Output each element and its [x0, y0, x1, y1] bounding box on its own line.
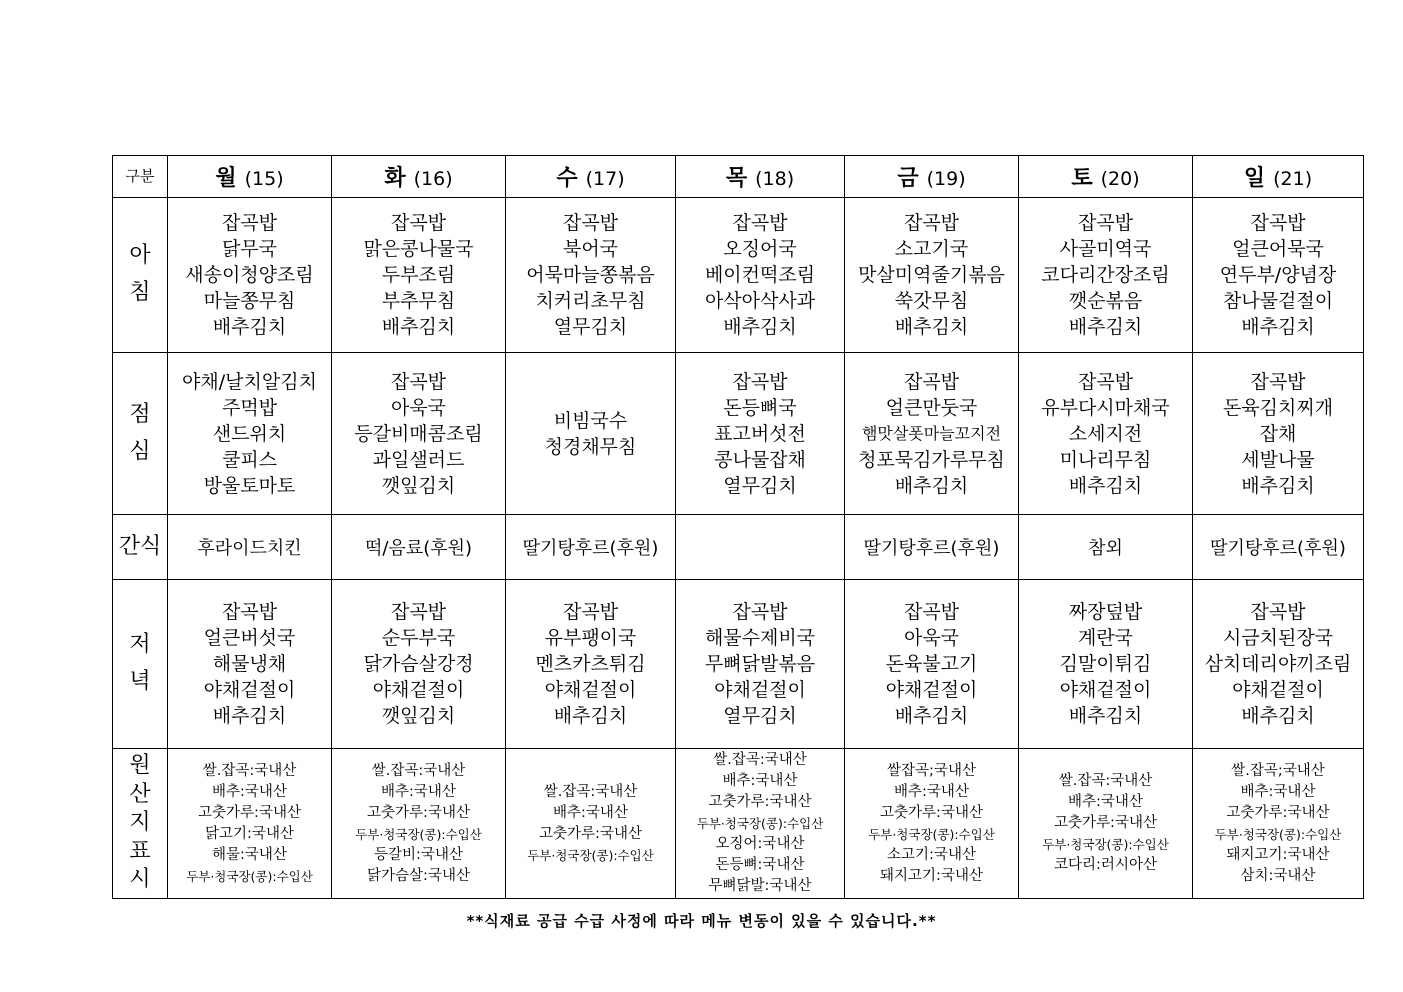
menu-item: 돈육불고기 — [885, 653, 978, 675]
menu-item: 부추무침 — [381, 290, 456, 312]
day-name: 일 — [1243, 166, 1266, 191]
snack-cell: 참외 — [1019, 515, 1193, 580]
menu-item: 잡곡밥 — [390, 370, 447, 393]
day-date: (17) — [585, 168, 625, 190]
menu-item: 얼큰버섯국 — [203, 627, 296, 649]
origin-line: 쌀잡곡;국내산 — [887, 762, 976, 779]
lunch-cell — [1019, 353, 1193, 515]
menu-item: 짜장덮밥 — [1068, 601, 1143, 623]
day-header — [332, 156, 506, 198]
origin-row — [113, 749, 1364, 899]
menu-item: 콩나물잡채 — [714, 448, 806, 471]
menu-item: 시금치된장국 — [1222, 627, 1334, 649]
lunch-cell — [845, 353, 1019, 515]
menu-item: 방울토마토 — [203, 474, 296, 497]
menu-item: 배추김치 — [1068, 474, 1143, 497]
menu-item: 잡곡밥 — [1077, 370, 1134, 393]
menu-item: 삼치데리야끼조림 — [1204, 653, 1352, 675]
menu-item: 잡곡밥 — [903, 212, 960, 234]
origin-cell — [332, 749, 506, 899]
menu-item: 사골미역국 — [1059, 238, 1152, 260]
day-header — [845, 156, 1019, 198]
origin-line: 등갈비:국내산 — [374, 846, 463, 863]
origin-line: 돼지고기:국내산 — [1226, 846, 1330, 863]
menu-item: 맑은콩나물국 — [363, 238, 474, 260]
origin-cell — [845, 749, 1019, 899]
menu-item: 잡곡밥 — [732, 212, 788, 234]
lunch-cell — [676, 353, 845, 515]
menu-item: 야채겉절이 — [714, 679, 806, 701]
menu-item: 열무김치 — [723, 474, 797, 497]
menu-item: 청포묵김가루무침 — [858, 448, 1005, 471]
menu-item: 소세지전 — [1068, 422, 1143, 445]
label-char: 저 — [129, 632, 151, 658]
menu-item: 얼큰어묵국 — [1232, 238, 1324, 260]
menu-item: 새송이청양조림 — [185, 264, 314, 286]
origin-line: 해물:국내산 — [212, 846, 287, 863]
menu-item: 과일샐러드 — [372, 448, 465, 471]
label-char: 표 — [129, 838, 151, 864]
breakfast-cell — [168, 198, 332, 353]
day-header — [506, 156, 676, 198]
origin-line: 두부·청국장(콩):수입산 — [868, 826, 995, 842]
footer-notice: **식재료 공급 수급 사정에 따라 메뉴 변동이 있을 수 있습니다.** — [466, 912, 937, 930]
origin-line: 배추:국내산 — [894, 783, 969, 800]
breakfast-cell — [506, 198, 676, 353]
origin-line: 닭가슴살:국내산 — [367, 867, 470, 884]
lunch-label — [113, 353, 168, 515]
day-name: 화 — [384, 166, 406, 191]
day-name: 토 — [1071, 166, 1093, 191]
menu-item: 마늘쫑무침 — [203, 290, 296, 312]
origin-line: 두부·청국장(콩):수입산 — [1214, 826, 1342, 842]
breakfast-cell — [332, 198, 506, 353]
menu-item: 열무김치 — [553, 316, 628, 338]
menu-item: 아욱국 — [903, 627, 960, 649]
menu-item: 잡채 — [1259, 422, 1297, 445]
menu-item: 표고버섯전 — [714, 422, 806, 445]
dinner-cell — [676, 580, 845, 749]
menu-item: 무뼈닭발볶음 — [704, 653, 816, 675]
menu-item: 야채겉절이 — [203, 679, 296, 701]
menu-item: 맛살미역줄기볶음 — [858, 264, 1005, 286]
origin-cell — [168, 749, 332, 899]
menu-item: 잡곡밥 — [221, 601, 278, 623]
origin-line: 오징어:국내산 — [715, 836, 805, 852]
menu-item: 배추김치 — [1241, 474, 1315, 497]
dinner-cell — [168, 580, 332, 749]
lunch-cell — [168, 353, 332, 515]
label-char: 산 — [129, 781, 151, 807]
menu-item: 잡곡밥 — [221, 212, 278, 234]
menu-item: 깻잎김치 — [381, 474, 456, 497]
lunch-cell — [332, 353, 506, 515]
menu-item: 야채겉절이 — [544, 679, 637, 701]
dinner-cell — [845, 580, 1019, 749]
day-date: (18) — [755, 168, 795, 190]
menu-item: 열무김치 — [723, 705, 797, 727]
menu-item: 아삭아삭사과 — [704, 290, 816, 312]
snack-row — [113, 515, 1364, 580]
dinner-label — [113, 580, 168, 749]
menu-item: 코다리간장조림 — [1041, 264, 1170, 286]
lunch-row — [113, 353, 1364, 515]
menu-item: 배추김치 — [1241, 705, 1315, 727]
breakfast-cell — [845, 198, 1019, 353]
menu-item: 미나리무침 — [1059, 448, 1152, 471]
origin-line: 두부·청국장(콩):수입산 — [527, 847, 654, 863]
menu-item: 치커리초무침 — [535, 290, 646, 312]
label-char: 침 — [129, 280, 151, 305]
menu-item: 두부조림 — [381, 264, 456, 286]
day-date: (19) — [926, 168, 966, 190]
snack-cell: 딸기탕후르(후원) — [1193, 515, 1364, 580]
menu-item: 유부다시마채국 — [1041, 396, 1170, 419]
menu-item: 야채겉절이 — [885, 679, 978, 701]
origin-line: 배추:국내산 — [381, 783, 456, 800]
origin-line: 고춧가루:국내산 — [198, 804, 301, 821]
menu-item: 잡곡밥 — [1077, 212, 1134, 234]
menu-item: 비빔국수 — [553, 409, 628, 432]
day-name: 수 — [556, 166, 578, 191]
snack-cell: 떡/음료(후원) — [332, 515, 506, 580]
origin-line: 고춧가루:국내산 — [1226, 804, 1330, 821]
menu-item: 배추김치 — [212, 316, 287, 338]
menu-item: 샌드위치 — [212, 422, 287, 445]
menu-item: 잡곡밥 — [562, 212, 619, 234]
menu-item: 배추김치 — [894, 705, 969, 727]
origin-line: 두부·청국장(콩):수입산 — [1042, 837, 1169, 852]
snack-cell: 딸기탕후르(후원) — [845, 515, 1019, 580]
day-header — [1193, 156, 1364, 198]
menu-item: 멘츠카츠튀김 — [535, 653, 646, 675]
dinner-cell — [1019, 580, 1193, 749]
origin-line: 고춧가루:국내산 — [539, 825, 642, 842]
origin-line: 배추:국내산 — [722, 773, 798, 789]
menu-item: 어묵마늘쫑볶음 — [526, 264, 655, 286]
menu-item: 배추김치 — [1241, 316, 1315, 338]
breakfast-cell — [676, 198, 845, 353]
menu-item: 잡곡밥 — [903, 601, 960, 623]
menu-item: 잡곡밥 — [903, 370, 960, 393]
menu-item: 소고기국 — [894, 238, 969, 260]
snack-cell: 딸기탕후르(후원) — [506, 515, 676, 580]
origin-cell — [676, 749, 845, 899]
menu-item: 배추김치 — [1068, 316, 1143, 338]
menu-item: 주먹밥 — [221, 396, 278, 419]
menu-item: 돈등뼈국 — [723, 396, 797, 419]
menu-item: 잡곡밥 — [562, 601, 619, 623]
menu-item: 잡곡밥 — [1250, 370, 1306, 393]
dinner-cell — [332, 580, 506, 749]
origin-line: 고춧가루:국내산 — [880, 804, 983, 821]
day-date: (21) — [1273, 168, 1313, 190]
breakfast-cell — [1193, 198, 1364, 353]
label-char: 심 — [129, 438, 151, 464]
header-row — [113, 156, 1364, 198]
header-label: 구분 — [113, 156, 168, 198]
origin-label — [113, 749, 168, 899]
origin-line: 쌀.잡곡;국내산 — [1231, 762, 1325, 779]
menu-item: 계란국 — [1077, 627, 1134, 649]
lunch-cell — [1193, 353, 1364, 515]
menu-item: 연두부/양념장 — [1219, 264, 1337, 286]
menu-item: 해물수제비국 — [704, 627, 816, 649]
label-char: 점 — [129, 401, 151, 427]
menu-item: 쑥갓무침 — [894, 290, 969, 312]
snack-cell: 후라이드치킨 — [168, 515, 332, 580]
menu-item: 야채겉절이 — [1059, 679, 1152, 701]
label-char: 녁 — [129, 669, 151, 694]
origin-cell — [1019, 749, 1193, 899]
breakfast-label — [113, 198, 168, 353]
menu-item: 잡곡밥 — [390, 212, 447, 234]
menu-item: 오징어국 — [723, 238, 797, 260]
origin-line: 쌀.잡곡:국내산 — [1058, 773, 1153, 789]
menu-item: 닭무국 — [221, 238, 278, 260]
menu-item: 배추김치 — [553, 705, 628, 727]
dinner-row — [113, 580, 1364, 749]
origin-line: 고춧가루:국내산 — [1054, 815, 1157, 831]
day-date: (16) — [413, 168, 453, 190]
menu-item: 배추김치 — [894, 316, 969, 338]
menu-item: 햄맛살폿마늘꼬지전 — [861, 423, 1002, 443]
origin-line: 돼지고기:국내산 — [880, 867, 983, 884]
day-date: (15) — [244, 168, 284, 190]
menu-item: 유부팽이국 — [544, 627, 637, 649]
menu-item: 참나물겉절이 — [1222, 290, 1334, 312]
menu-item: 세발나물 — [1241, 448, 1315, 471]
label-char: 원 — [129, 753, 151, 779]
breakfast-cell — [1019, 198, 1193, 353]
menu-item: 등갈비매콤조림 — [354, 422, 483, 445]
origin-line: 코다리:러시아산 — [1054, 857, 1157, 873]
menu-item: 쿨피스 — [221, 448, 278, 471]
menu-item: 배추김치 — [381, 316, 456, 338]
day-name: 목 — [725, 166, 748, 191]
label-char: 지 — [129, 810, 151, 836]
snack-label: 간식 — [113, 515, 168, 580]
menu-item: 야채겉절이 — [1232, 679, 1324, 701]
origin-line: 쌀.잡곡:국내산 — [543, 783, 638, 800]
day-header — [168, 156, 332, 198]
day-name: 금 — [897, 166, 919, 191]
menu-item: 돈육김치찌개 — [1222, 396, 1334, 419]
origin-line: 소고기:국내산 — [887, 846, 976, 863]
menu-item: 얼큰만둣국 — [885, 396, 978, 419]
menu-item: 잡곡밥 — [732, 370, 788, 393]
menu-item: 청경채무침 — [544, 435, 637, 458]
origin-cell — [506, 749, 676, 899]
origin-line: 닭고기:국내산 — [205, 825, 294, 842]
menu-item: 배추김치 — [894, 474, 969, 497]
menu-item: 야채/날치알김치 — [182, 370, 317, 393]
menu-item: 아욱국 — [390, 396, 447, 419]
dinner-cell — [1193, 580, 1364, 749]
menu-item: 순두부국 — [381, 627, 456, 649]
origin-line: 배추:국내산 — [1240, 783, 1316, 800]
day-date: (20) — [1100, 168, 1140, 190]
weekly-menu-table — [112, 155, 1364, 899]
origin-line: 쌀.잡곡:국내산 — [371, 762, 466, 779]
snack-cell — [676, 515, 845, 580]
label-char: 시 — [129, 867, 151, 893]
origin-line: 쌀.잡곡:국내산 — [202, 762, 297, 779]
menu-item: 닭가슴살강정 — [363, 653, 474, 675]
menu-item: 깻순볶음 — [1068, 290, 1143, 312]
origin-line: 무뼈닭발:국내산 — [708, 878, 812, 894]
menu-item: 잡곡밥 — [732, 601, 788, 623]
menu-item: 베이컨떡조림 — [704, 264, 816, 286]
origin-line: 배추:국내산 — [553, 804, 628, 821]
lunch-cell — [506, 353, 676, 515]
origin-line: 배추:국내산 — [212, 783, 287, 800]
origin-cell — [1193, 749, 1364, 899]
day-header — [1019, 156, 1193, 198]
origin-line: 쌀.잡곡:국내산 — [713, 752, 807, 768]
menu-item: 잡곡밥 — [390, 601, 447, 623]
menu-item: 해물냉채 — [212, 653, 287, 675]
origin-line: 두부·청국장(콩):수입산 — [696, 816, 824, 831]
menu-item: 야채겉절이 — [372, 679, 465, 701]
origin-line: 삼치:국내산 — [1240, 867, 1316, 884]
menu-item: 배추김치 — [212, 705, 287, 727]
origin-line: 두부·청국장(콩):수입산 — [355, 826, 482, 842]
menu-item: 배추김치 — [723, 316, 797, 338]
menu-item: 잡곡밥 — [1250, 601, 1306, 623]
menu-item: 깻잎김치 — [381, 705, 456, 727]
breakfast-row — [113, 198, 1364, 353]
menu-item: 김말이튀김 — [1059, 653, 1152, 675]
day-header — [676, 156, 845, 198]
origin-line: 고춧가루:국내산 — [367, 804, 470, 821]
origin-line: 고춧가루:국내산 — [708, 794, 812, 810]
dinner-cell — [506, 580, 676, 749]
origin-line: 두부·청국장(콩):수입산 — [186, 868, 313, 884]
origin-line: 배추:국내산 — [1068, 794, 1143, 810]
menu-item: 잡곡밥 — [1250, 212, 1306, 234]
day-name: 월 — [215, 166, 237, 191]
label-char: 아 — [129, 243, 151, 269]
menu-item: 북어국 — [562, 238, 619, 260]
origin-line: 돈등뼈:국내산 — [715, 857, 805, 873]
menu-item: 배추김치 — [1068, 705, 1143, 727]
